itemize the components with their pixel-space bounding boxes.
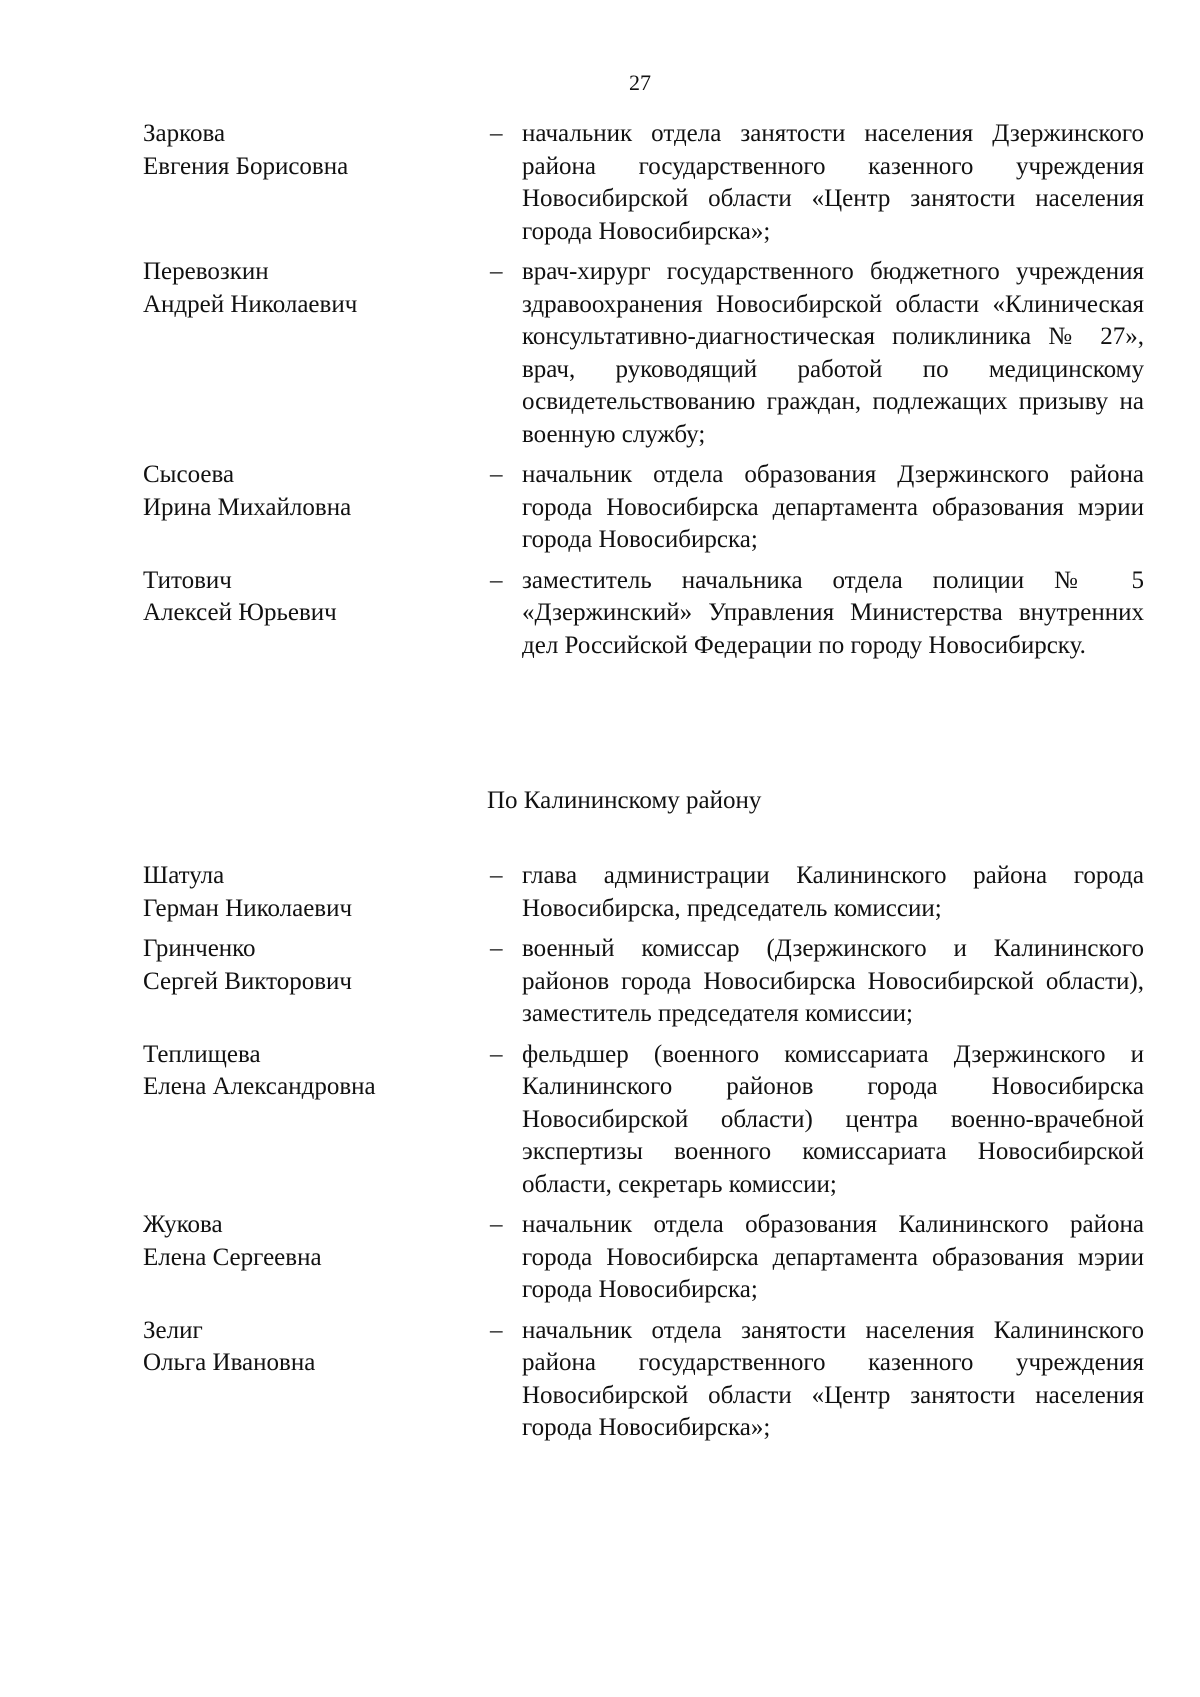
member-entry <box>0 1039 1200 1202</box>
member-given-names: Сергей Викторович <box>143 967 352 995</box>
member-entry <box>0 1209 1200 1307</box>
member-position: военный комиссар (Дзержинского и Калининского районов города Новосибирска Новосибирской области), заместитель председателя комиссии; <box>522 935 1144 1027</box>
page-number: 27 <box>629 70 651 95</box>
dash-separator: – <box>490 1211 503 1238</box>
dash-separator: – <box>490 935 503 962</box>
dash-separator: – <box>490 1040 503 1068</box>
member-surname: Жукова <box>143 1211 223 1238</box>
member-position: начальник отдела занятости населения Дзержинского района государственного казенного учреждения Новосибирской области «Центр занятости населения города Новосибирска»; <box>522 120 1144 245</box>
member-given-names: Ирина Михайловна <box>143 493 352 521</box>
members-list-kalininsky <box>0 860 1200 1453</box>
dash-separator: – <box>490 461 503 488</box>
member-surname: Перевозкин <box>143 258 269 285</box>
section-title: По Калининскому району <box>487 787 762 814</box>
member-entry <box>0 860 1200 925</box>
member-name <box>143 256 473 321</box>
member-entry <box>0 1315 1200 1445</box>
member-surname: Сысоева <box>143 461 235 488</box>
member-entry <box>0 565 1200 663</box>
member-name <box>143 860 473 925</box>
member-surname: Гринченко <box>143 935 256 962</box>
member-entry <box>0 933 1200 1031</box>
member-entry <box>0 459 1200 557</box>
member-name <box>143 1209 473 1274</box>
members-list-dzerzhinsky <box>0 118 1200 670</box>
member-given-names: Евгения Борисовна <box>143 152 349 180</box>
member-surname: Шатула <box>143 862 225 889</box>
member-position: фельдшер (военного комиссариата Дзержинского и Калининского районов города Новосибирска Новосибирской области) центра военно-врачебной экспертизы военного комиссариата Новосибирской области, секретарь комиссии; <box>522 1040 1144 1198</box>
member-position: заместитель начальника отдела полиции № 5 «Дзержинский» Управления Министерства внутренних дел Российской Федерации по городу Новосибирску. <box>522 566 1144 659</box>
member-position: врач-хирург государственного бюджетного учреждения здравоохранения Новосибирской области «Клиническая консультативно-диагностическая поликлиника № 27», врач, руководящий работой по медицинскому освидетельствованию граждан, подлежащих призыву на военную службу; <box>522 258 1144 448</box>
dash-separator: – <box>490 566 503 594</box>
member-name <box>143 459 473 524</box>
dash-separator: – <box>490 1316 503 1344</box>
member-entry <box>0 256 1200 451</box>
member-given-names: Алексей Юрьевич <box>143 599 337 626</box>
member-entry <box>0 118 1200 248</box>
dash-separator: – <box>490 258 503 285</box>
member-given-names: Андрей Николаевич <box>143 290 358 318</box>
member-given-names: Елена Сергеевна <box>143 1243 322 1271</box>
dash-separator: – <box>490 120 503 147</box>
member-surname: Теплищева <box>143 1040 261 1068</box>
member-surname: Титович <box>143 566 232 594</box>
member-name <box>143 565 473 630</box>
member-name <box>143 1315 473 1380</box>
member-position: начальник отдела образования Дзержинского района города Новосибирска департамента образования мэрии города Новосибирска; <box>522 461 1144 553</box>
member-position: начальник отдела занятости населения Калининского района государственного казенного учреждения Новосибирской области «Центр занятости населения города Новосибирска»; <box>522 1316 1144 1441</box>
member-given-names: Ольга Ивановна <box>143 1349 316 1376</box>
member-name <box>143 1039 473 1104</box>
dash-separator: – <box>490 862 503 889</box>
member-position: глава администрации Калининского района города Новосибирска, председатель комиссии; <box>522 862 1144 922</box>
member-position: начальник отдела образования Калининского района города Новосибирска департамента образования мэрии города Новосибирска; <box>522 1211 1144 1303</box>
member-name <box>143 933 473 998</box>
member-given-names: Герман Николаевич <box>143 894 353 922</box>
member-surname: Заркова <box>143 120 226 147</box>
member-name <box>143 118 473 183</box>
member-surname: Зелиг <box>143 1316 203 1344</box>
member-given-names: Елена Александровна <box>143 1073 376 1100</box>
